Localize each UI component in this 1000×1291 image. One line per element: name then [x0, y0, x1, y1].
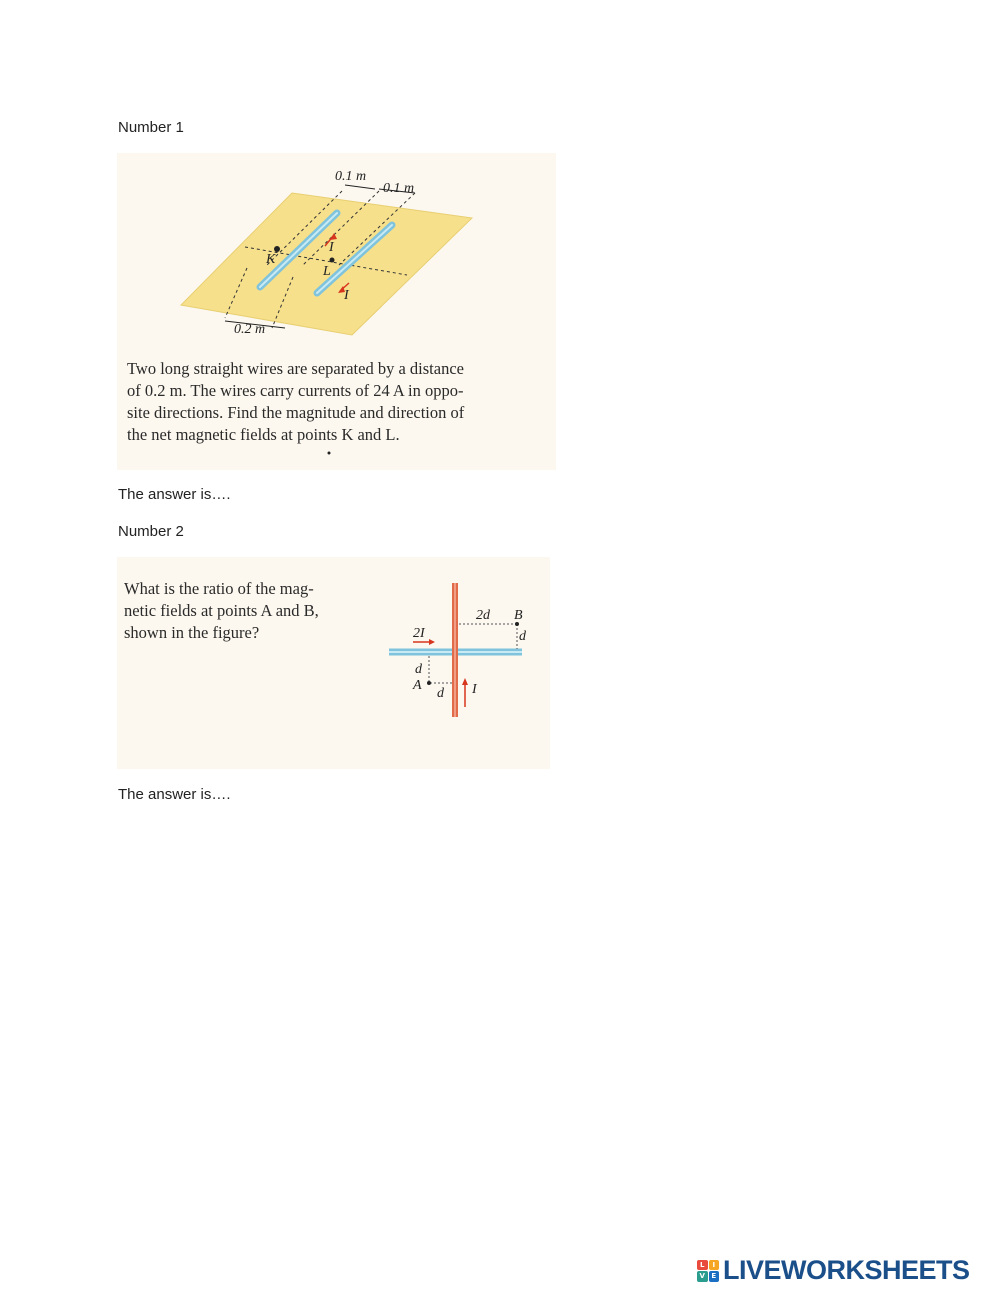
q2-label-2d: 2d [476, 608, 490, 623]
q1-problem-line: of 0.2 m. The wires carry currents of 24 A in oppo- [127, 381, 464, 400]
logo-letter-e: E [709, 1271, 720, 1282]
q1-problem-line: Two long straight wires are separated by a distance [127, 359, 464, 378]
q2-answer-prompt: The answer is…. [118, 786, 231, 803]
q2-current-arrow-v [462, 678, 468, 707]
logo-letter-i: I [709, 1260, 720, 1271]
logo-letter-v: V [697, 1271, 708, 1282]
liveworksheets-logo [697, 1255, 970, 1286]
q2-point-a [427, 681, 431, 685]
logo-text: LIVEWORKSHEETS [723, 1255, 970, 1285]
q2-label-d-a2: d [437, 686, 444, 701]
q1-heading: Number 1 [118, 119, 184, 136]
q2-label-b: B [514, 608, 523, 623]
q2-label-d-b: d [519, 629, 526, 644]
q1-problem-line: site directions. Find the magnitude and direction of [127, 403, 465, 422]
q1-problem-line: the net magnetic fields at points K and L. [127, 425, 400, 444]
q2-label-d-a: d [415, 662, 422, 677]
q2-problem-line: netic fields at points A and B, [124, 601, 319, 620]
q1-point-l [330, 258, 335, 263]
logo-letter-l: L [697, 1260, 708, 1271]
q1-label-current-1: I [329, 240, 334, 255]
q2-problem-line: shown in the figure? [124, 623, 260, 642]
q1-label-l: L [323, 264, 331, 279]
q2-heading: Number 2 [118, 523, 184, 540]
q1-label-dist-b: 0.1 m [383, 181, 415, 196]
q1-problem-text [127, 358, 552, 446]
q2-label-current-h: 2I [413, 626, 425, 641]
q1-label-dist-a: 0.1 m [335, 169, 367, 184]
q2-problem-line: What is the ratio of the mag- [124, 579, 314, 598]
logo-mark-icon [697, 1260, 719, 1282]
q2-label-current-v: I [472, 682, 477, 697]
q1-label-current-2: I [344, 288, 349, 303]
q2-figure [117, 557, 550, 769]
q1-figure [117, 153, 556, 470]
q1-label-dist-c: 0.2 m [234, 322, 266, 337]
q1-label-k: K [266, 252, 276, 267]
q2-label-a: A [413, 678, 422, 693]
q1-answer-prompt: The answer is…. [118, 486, 231, 503]
